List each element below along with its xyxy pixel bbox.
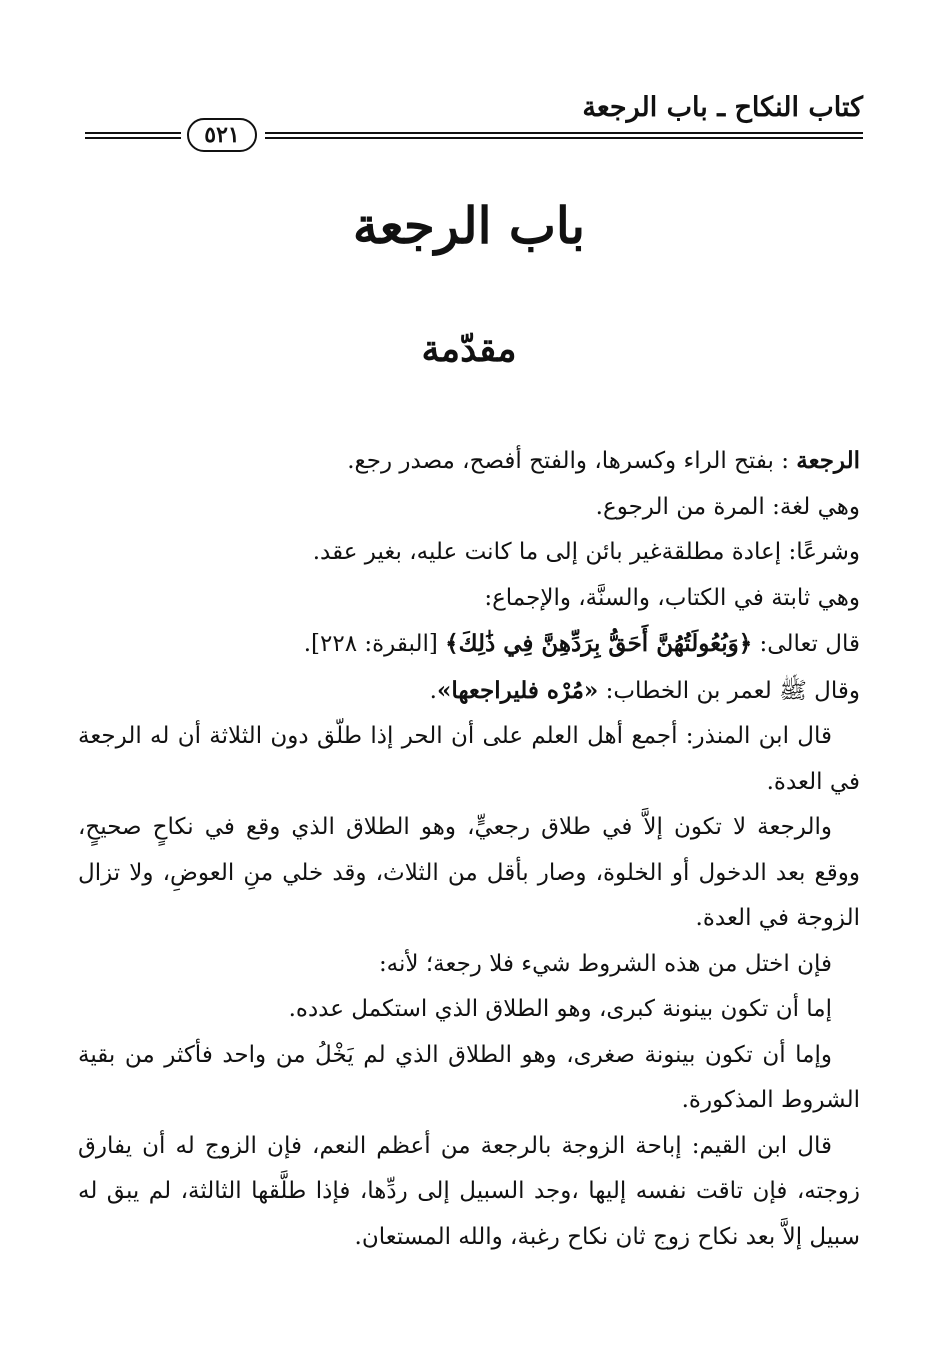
paragraph-text: قال تعالى:	[759, 631, 860, 657]
verse-reference: [البقرة: ٢٢٨].	[303, 631, 438, 657]
paragraph-text: : بفتح الراء وكسرها، والفتح أفصح، مصدر رجع.	[347, 448, 789, 474]
header-rule	[265, 132, 863, 139]
body-text	[78, 438, 860, 1260]
section-title: مقدّمة	[421, 328, 517, 370]
paragraph	[78, 668, 860, 715]
chapter-title: باب الرجعة	[352, 196, 586, 255]
paragraph: قال ابن القيم: إباحة الزوجة بالرجعة من أعظم النعم، فإن الزوج له أن يفارق زوجته، فإن تاقت نفسه إليها ،وجد السبيل إلى ردِّها، فإذا طلَّقها الثالثة، لم يبق له سبيل إلاَّ بعد نكاح زوج ثان نكاح رغبة، والله المستعان.	[78, 1132, 860, 1250]
paragraph: وإما أن تكون بينونة صغرى، وهو الطلاق الذي لم يَخْلُ من واحد فأكثر من بقية الشروط المذكورة.	[78, 1041, 860, 1113]
paragraph: وهي ثابتة في الكتاب، والسنَّة، والإجماع:	[484, 584, 860, 611]
header-rule-left	[85, 132, 181, 139]
paragraph: إما أن تكون بينونة كبرى، وهو الطلاق الذي استكمل عدده.	[288, 996, 832, 1022]
page-number: ٥٢١	[187, 118, 257, 152]
paragraph: والرجعة لا تكون إلاَّ في طلاق رجعيٍّ، وهو الطلاق الذي وقع في نكاحٍ صحيحٍ، ووقع بعد الدخول أو الخلوة، وصار بأقل من الثلاث، وقد خلي منِ العوضِ، ولا تزال الزوجة في العدة.	[78, 814, 860, 931]
defined-term: الرجعة	[796, 447, 860, 474]
paragraph: وهي لغة: المرة من الرجوع.	[595, 493, 860, 520]
paragraph: قال ابن المنذر: أجمع أهل العلم على أن الحر إذا طلّق دون الثلاثة أن له الرجعة في العدة.	[78, 723, 860, 795]
running-title: كتاب النكاح ـ باب الرجعة	[582, 92, 863, 123]
paragraph: وشرعًا: إعادة مطلقةغير بائن إلى ما كانت عليه، بغير عقد.	[312, 539, 860, 565]
paragraph: فإن اختل من هذه الشروط شيء فلا رجعة؛ لأنه:	[378, 950, 832, 977]
paragraph	[78, 438, 860, 485]
quran-verse: ﴿وَبُعُولَتُهُنَّ أَحَقُّ بِرَدِّهِنَّ فِي ذَٰلِكَ﴾	[445, 630, 753, 657]
paragraph-text: وقال ﷺ لعمر بن الخطاب:	[605, 677, 860, 704]
hadith-quote: «مُرْه فليراجعها»	[436, 676, 599, 704]
paragraph-end: .	[429, 677, 437, 704]
paragraph	[78, 621, 860, 668]
page-header	[85, 90, 863, 158]
